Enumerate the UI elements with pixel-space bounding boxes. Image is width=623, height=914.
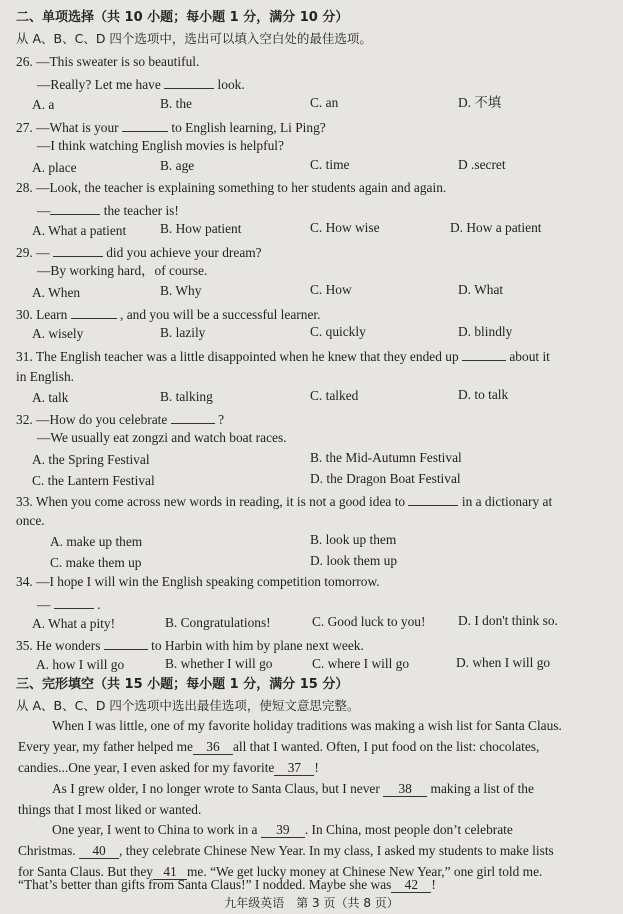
option-d: D .secret [458,157,506,172]
option-b: B. look up them [310,532,397,547]
answer-blank [171,409,215,424]
option-c: C. How [310,282,352,297]
question-34-stem: 34. —I hope I will win the English speaking competition tomorrow. [16,574,380,589]
question-26-reply: —Really? Let me have look. [37,74,245,94]
option-a: A. the Spring Festival [32,452,150,467]
option-b: B. the Mid-Autumn Festival [310,450,462,465]
option-c: C. time [310,157,350,172]
passage-line: When I was little, one of my favorite holiday traditions was making a wish list for Santa Claus. [52,718,562,733]
question-33-stem-cont: once. [16,513,45,528]
question-27-stem: 27. —What is your to English learning, Li Ping? [16,117,326,137]
section-3-instruction: 从 A、B、C、D 四个选项中选出最佳选项，使短文意思完整。 [16,698,360,713]
question-31-stem-cont: in English. [16,369,75,384]
option-d: D. look them up [310,553,398,568]
question-34-reply: — . [37,594,100,614]
page-footer: 九年级英语 第 3 页（共 8 页） [224,896,399,910]
option-a: A. talk [32,390,69,405]
section-2-heading: 二、单项选择（共 10 小题；每小题 1 分，满分 10 分） [16,10,349,25]
blank-41: 41 [153,865,187,880]
question-32-reply: —We usually eat zongzi and watch boat races. [37,430,287,445]
option-a: A. wisely [32,326,84,341]
passage-line: As I grew older, I no longer wrote to Santa Claus, but I never 38 making a list of the [52,781,534,796]
option-c: C. How wise [310,220,380,235]
answer-blank [54,594,94,609]
question-35-stem: 35. He wonders to Harbin with him by plane next week. [16,635,364,655]
passage-line: for Santa Claus. But they 41 me. “We get lucky money at Chinese New Year,” one girl told me. [18,864,543,879]
option-a: A. What a patient [32,223,127,238]
passage-line: Every year, my father helped me 36 all that I wanted. Often, I put food on the list: chocolates, [18,739,540,754]
question-27-reply: —I think watching English movies is helpful? [37,138,284,153]
option-c: C. talked [310,388,359,403]
answer-blank [104,635,148,650]
answer-blank [53,242,103,257]
blank-42: 42 [391,878,431,893]
question-30-stem: 30. Learn , and you will be a successful learner. [16,304,320,324]
question-26-stem: 26. —This sweater is so beautiful. [16,54,200,69]
passage-line: One year, I went to China to work in a 39 . In China, most people don’t celebrate [52,822,513,837]
passage-line: Christmas. 40 , they celebrate Chinese New Year. In my class, I asked my students to make lists [18,843,554,858]
question-29-stem: 29. — did you achieve your dream? [16,242,262,262]
option-b: B. talking [160,389,213,404]
answer-blank [122,117,168,132]
section-2-instruction: 从 A、B、C、D 四个选项中，选出可以填入空白处的最佳选项。 [16,31,372,46]
option-b: B. the [160,96,192,111]
passage-line: candies...One year, I even asked for my favorite 37 ! [18,760,319,775]
blank-37: 37 [274,761,314,776]
option-a: A. make up them [50,534,143,549]
option-b: B. age [160,158,195,173]
option-a: A. What a pity! [32,616,116,631]
blank-38: 38 [383,782,427,797]
option-d: D. 不填 [458,95,502,110]
option-d: D. when I will go [456,655,551,670]
option-d: D. How a patient [450,220,542,235]
option-a: A. how I will go [36,657,125,672]
question-28-stem: 28. —Look, the teacher is explaining something to her students again and again. [16,180,447,195]
question-32-stem: 32. —How do you celebrate ? [16,409,224,429]
blank-40: 40 [79,844,119,859]
option-c: C. quickly [310,324,366,339]
question-33-stem: 33. When you come across new words in reading, it is not a good idea to in a dictionary at [16,491,552,511]
option-c: C. where I will go [312,656,410,671]
blank-39: 39 [261,823,305,838]
section-3-heading: 三、完形填空（共 15 小题；每小题 1 分，满分 15 分） [16,677,349,692]
question-31-stem: 31. The English teacher was a little disappointed when he knew that they ended up about it [16,346,550,366]
option-d: D. What [458,282,504,297]
option-c: C. make them up [50,555,142,570]
option-d: D. the Dragon Boat Festival [310,471,461,486]
answer-blank [164,74,214,89]
option-b: B. Why [160,283,202,298]
option-d: D. I don't think so. [458,613,558,628]
option-b: B. lazily [160,325,206,340]
answer-blank [71,304,117,319]
option-b: B. How patient [160,221,242,236]
option-b: B. Congratulations! [165,615,271,630]
answer-blank [408,491,458,506]
option-d: D. to talk [458,387,509,402]
answer-blank [50,200,100,215]
blank-36: 36 [193,740,233,755]
option-d: D. blindly [458,324,513,339]
passage-line: things that I most liked or wanted. [18,802,202,817]
question-28-reply: — the teacher is! [37,200,179,220]
option-c: C. an [310,95,339,110]
answer-blank [462,346,506,361]
question-29-reply: —By working hard，of course. [37,263,208,278]
option-a: A. When [32,285,81,300]
option-a: A. a [32,97,55,112]
passage-line: “That’s better than gifts from Santa Claus!” I nodded. Maybe she was 42 ! [18,877,436,892]
option-c: C. the Lantern Festival [32,473,155,488]
option-a: A. place [32,160,77,175]
option-c: C. Good luck to you! [312,614,426,629]
option-b: B. whether I will go [165,656,273,671]
